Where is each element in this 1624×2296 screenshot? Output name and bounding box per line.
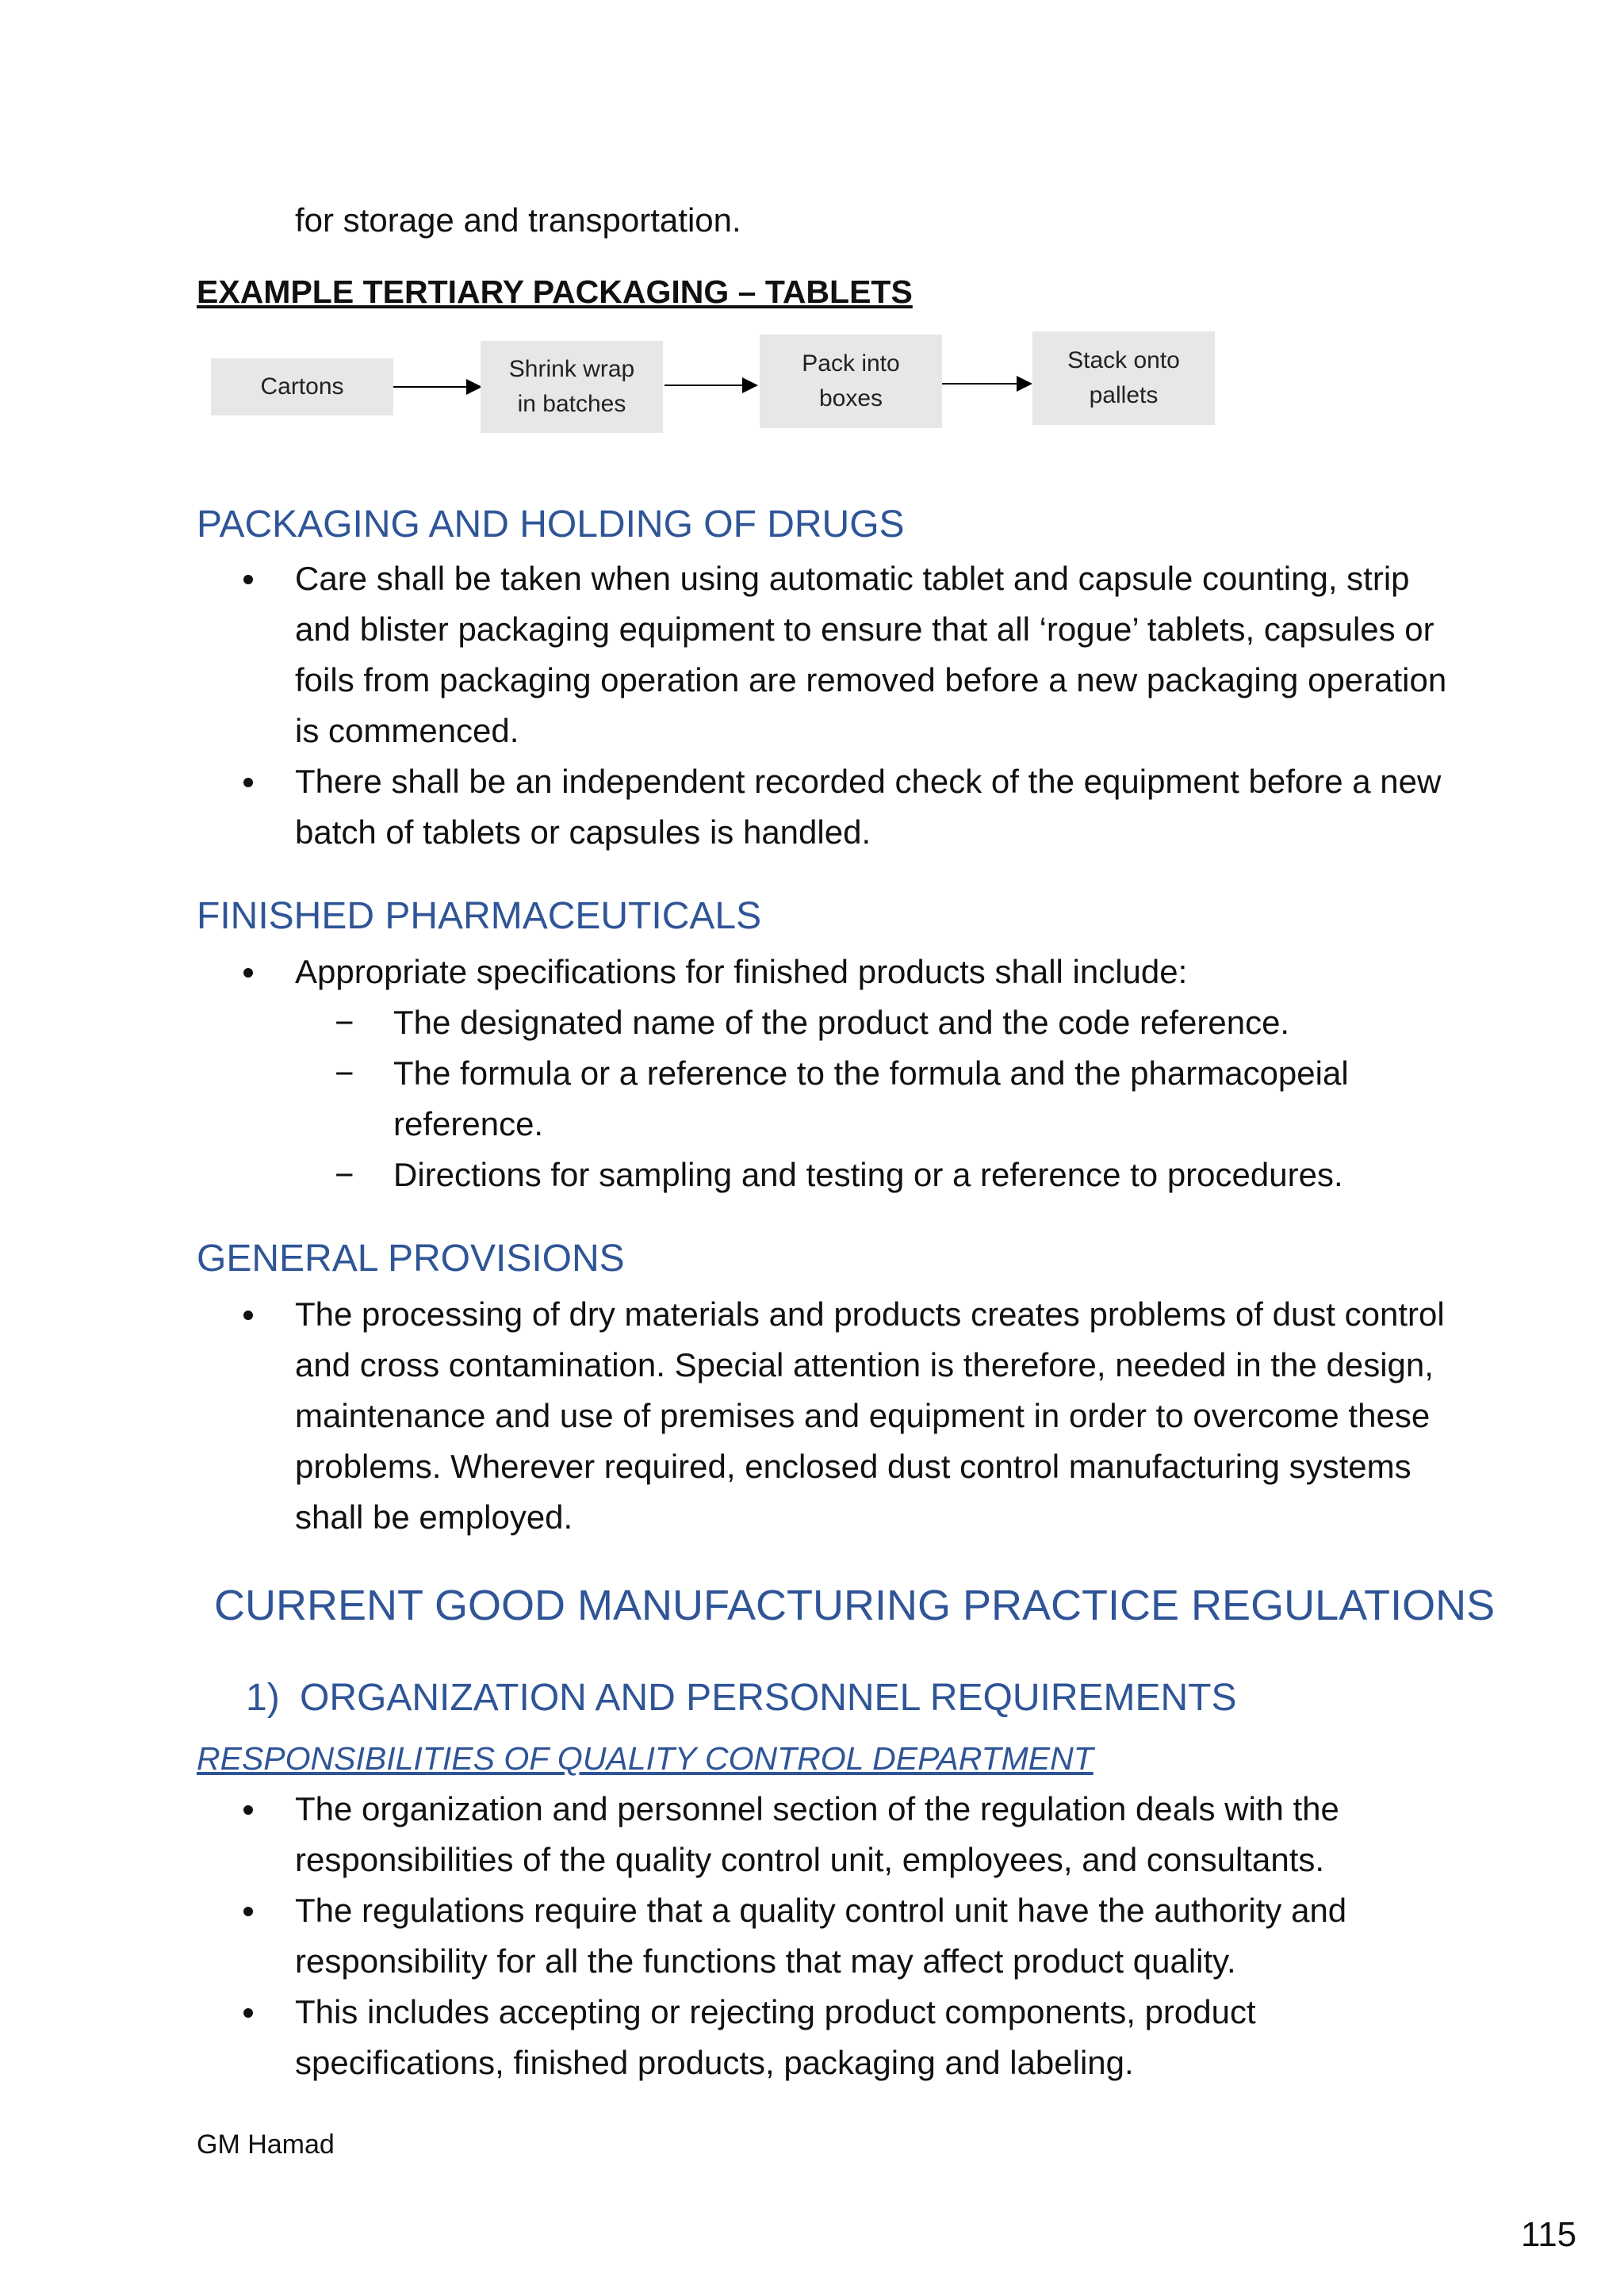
section-heading-general: GENERAL PROVISIONS [197, 1238, 625, 1280]
bullet-icon [243, 778, 253, 787]
dash-icon: − [335, 1156, 354, 1193]
list-item: Appropriate specifications for finished products shall include: [197, 947, 1450, 997]
list-item: The processing of dry materials and products creates problems of dust control and cross contamination. Special attention is therefore, needed in the design, maintenance and use of premises and equipment in order to overcome these problems. Wherever required, enclosed dust control manufacturing systems shall be employed. [197, 1289, 1450, 1543]
list-item: This includes accepting or rejecting product components, product specifications, finished products, packaging and labeling. [197, 1987, 1450, 2088]
flow-step-shrink-wrap: Shrink wrap in batches [481, 341, 663, 433]
footer-author: GM Hamad [197, 2130, 335, 2160]
section-heading-finished: FINISHED PHARMACEUTICALS [197, 895, 762, 937]
flow-step-cartons: Cartons [211, 358, 393, 415]
flow-arrow [665, 385, 756, 386]
example-title: EXAMPLE TERTIARY PACKAGING – TABLETS [197, 274, 913, 310]
dash-icon: − [335, 1054, 354, 1092]
dash-icon: − [335, 1004, 354, 1041]
bullet-icon [243, 1311, 253, 1320]
dash-item: − Directions for sampling and testing or a reference to procedures. [197, 1150, 1450, 1200]
bullet-icon [243, 575, 253, 584]
bullet-icon [243, 968, 253, 978]
list-item: Care shall be taken when using automatic tablet and capsule counting, strip and blister packaging equipment to ensure that all ‘rogue’ tablets, capsules or foils from packaging operation are removed before a new packaging operation is commenced. [197, 553, 1450, 756]
list-item: There shall be an independent recorded check of the equipment before a new batch of tablets or capsules is handled. [197, 756, 1450, 858]
sub-heading-number: 1) [246, 1677, 280, 1719]
section-heading-packaging: PACKAGING AND HOLDING OF DRUGS [197, 503, 905, 545]
list-item: The regulations require that a quality control unit have the authority and responsibility for all the functions that may affect product quality. [197, 1885, 1450, 1987]
bullet-icon [243, 2008, 253, 2018]
list-item: The organization and personnel section of the regulation deals with the responsibilities of the quality control unit, employees, and consultants. [197, 1784, 1450, 1885]
flow-step-stack-onto-pallets: Stack onto pallets [1032, 331, 1215, 425]
general-list [197, 1289, 1450, 1543]
bullet-icon [243, 1805, 253, 1815]
sub-heading-organization [246, 1674, 1237, 1722]
flow-arrow [942, 383, 1031, 385]
packaging-list [197, 553, 1450, 858]
italic-heading-qc-responsibilities: RESPONSIBILITIES OF QUALITY CONTROL DEPARTMENT [197, 1740, 1094, 1777]
page-number: 115 [1521, 2215, 1577, 2254]
continuation-text: for storage and transportation. [295, 201, 741, 239]
sub-heading-title: ORGANIZATION AND PERSONNEL REQUIREMENTS [300, 1677, 1237, 1719]
chapter-heading-cgmp: CURRENT GOOD MANUFACTURING PRACTICE REGULATIONS [214, 1582, 1496, 1629]
flow-arrow [393, 386, 481, 388]
dash-item: − The formula or a reference to the formula and the pharmacopeial reference. [197, 1048, 1450, 1150]
cgmp-list [197, 1784, 1450, 2088]
dash-item: − The designated name of the product and the code reference. [197, 997, 1450, 1048]
flow-step-pack-into-boxes: Pack into boxes [760, 335, 942, 428]
bullet-icon [243, 1907, 253, 1916]
finished-list [197, 947, 1450, 1200]
